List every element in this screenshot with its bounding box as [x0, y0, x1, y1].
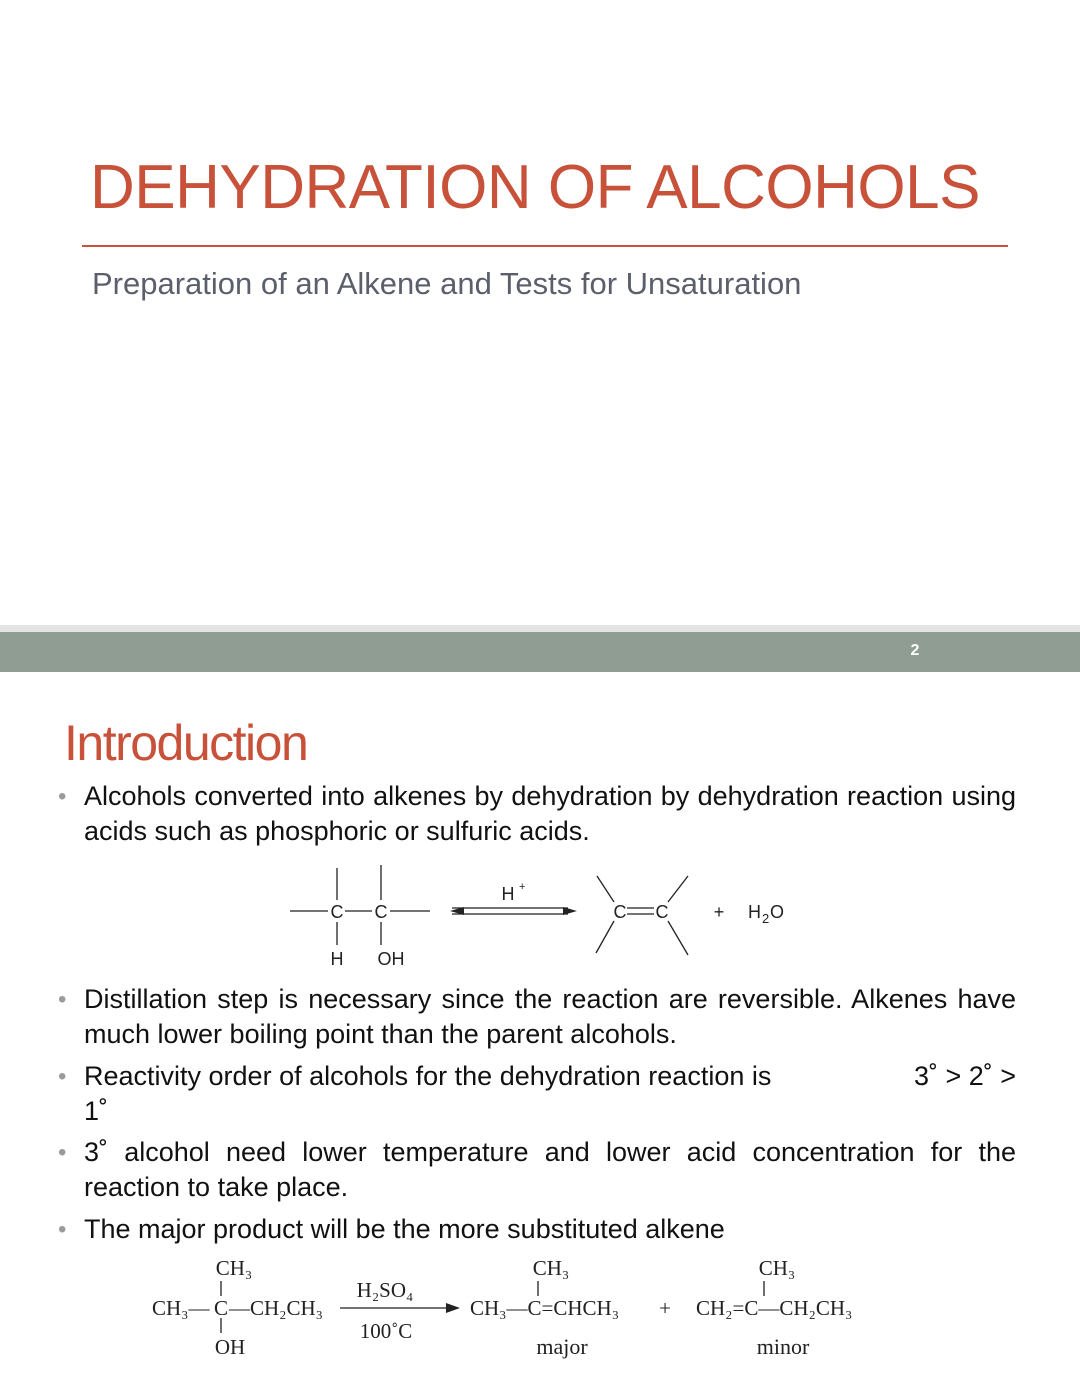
scheme1-water-subscript: 2: [762, 911, 770, 926]
bullet-text: Distillation step is necessary since the reaction are reversible. Alkenes have much lower boiling point than the parent alcohols.: [84, 984, 1016, 1049]
scheme1-product-carbon: C: [613, 902, 627, 922]
minor-product: CH₂=C—CH₂CH₃: [696, 1296, 853, 1320]
condition-label: 100˚C: [359, 1319, 413, 1343]
slide-subtitle: Preparation of an Alkene and Tests for Unsaturation: [92, 266, 802, 301]
slide-separator: [0, 625, 1080, 632]
title-divider: [82, 245, 1008, 247]
scheme1-hydroxyl: OH: [377, 949, 405, 969]
bullet-text: 3˚ alcohol need lower temperature and lower acid concentration for the reaction to take place.: [84, 1137, 1016, 1202]
major-product: CH₃—C=CHCH₃: [470, 1296, 620, 1320]
minor-label: minor: [756, 1334, 810, 1359]
bullet-item: [58, 1059, 1016, 1129]
bullet-text: The major product will be the more substituted alkene: [84, 1214, 725, 1244]
reagent-label: H₂SO₄: [356, 1278, 414, 1302]
scheme1-plus: +: [713, 902, 725, 922]
bullet-item: [58, 982, 1016, 1052]
bullet-item: [58, 779, 1016, 849]
scheme1-hydrogen: H: [330, 949, 344, 969]
scheme1-reactant-carbon: C: [330, 902, 344, 922]
reactant-center-carbon: C: [214, 1296, 229, 1320]
bullet-dot-icon: •: [58, 783, 67, 810]
scheme1-catalyst-charge: +: [519, 881, 526, 893]
bullet-text: Reactivity order of alcohols for the dehydration reaction is: [84, 1061, 772, 1091]
reactivity-order-tail: 1˚: [84, 1096, 109, 1126]
title-slide: [0, 0, 1080, 625]
reactivity-order: 3˚ > 2˚ >: [913, 1061, 1016, 1091]
reactant-hydroxyl: OH: [214, 1335, 246, 1359]
scheme1-water-o: O: [770, 902, 785, 922]
bullet-dot-icon: •: [58, 1139, 67, 1166]
scheme1-catalyst: H: [501, 884, 515, 904]
bullet-dot-icon: •: [58, 1063, 67, 1090]
bullet-item: [58, 1135, 1016, 1205]
bullet-dot-icon: •: [58, 1216, 67, 1243]
bullet-item: [58, 1212, 1016, 1247]
reactant-right-group: —CH₂CH₃: [229, 1296, 323, 1320]
major-label: major: [536, 1334, 588, 1359]
page-number: 2: [910, 642, 920, 659]
section-heading: Introduction: [64, 715, 308, 771]
scheme2-plus: +: [659, 1296, 671, 1320]
scheme1-reactant-carbon: C: [374, 902, 388, 922]
major-methyl: CH₃: [532, 1256, 570, 1280]
slide-title: DEHYDRATION OF ALCOHOLS: [90, 153, 980, 222]
scheme1-water-h: H: [748, 902, 761, 922]
bullet-dot-icon: •: [58, 986, 67, 1013]
reactant-left-group: CH₃—: [152, 1296, 210, 1320]
minor-methyl: CH₃: [758, 1256, 796, 1280]
bullet-text: Alcohols converted into alkenes by dehydration by dehydration reaction using acids such as phosphoric or sulfuric acids.: [84, 781, 1016, 846]
scheme1-product-carbon: C: [655, 902, 669, 922]
reactant-methyl: CH₃: [215, 1256, 253, 1280]
